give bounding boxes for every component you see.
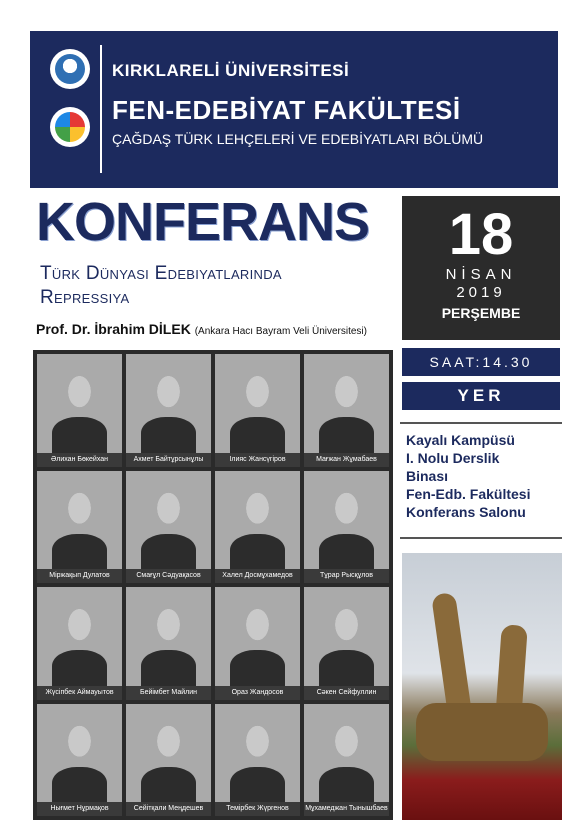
- portrait-card: [126, 587, 211, 700]
- date-weekday: PERŞEMBE: [441, 305, 521, 321]
- portrait-name: Сәкен Сейфуллин: [316, 688, 377, 696]
- portrait-photo: [304, 471, 389, 570]
- portrait-name: Нығмет Нұрмақов: [50, 805, 109, 812]
- header-banner: [30, 31, 558, 188]
- event-title: KONFERANS: [36, 192, 370, 252]
- venue-line: I. Nolu Derslik: [406, 450, 500, 466]
- time-box: SAAT:14.30: [402, 348, 560, 376]
- portrait-card: [126, 704, 211, 817]
- portrait-card: [37, 354, 122, 467]
- portrait-name: Міржақып Дулатов: [49, 572, 110, 579]
- portrait-photo: [126, 471, 211, 570]
- portrait-name: Жүсіпбек Аймауытов: [45, 688, 114, 696]
- topic-line-1: Türk Dünyası Edebiyatlarında: [40, 263, 282, 284]
- venue-line: Kayalı Kampüsü: [406, 432, 515, 448]
- portrait-photo: [37, 471, 122, 570]
- university-name: KIRKLARELİ ÜNİVERSİTESİ: [112, 61, 350, 80]
- portrait-name: Темірбек Жүргенов: [226, 805, 289, 812]
- date-month: NİSAN: [445, 266, 517, 283]
- portrait-name: Бейімбет Майлин: [139, 688, 197, 696]
- venue: [406, 431, 562, 521]
- portrait-card: [304, 704, 389, 817]
- portrait-photo: [126, 587, 211, 686]
- university-logo-icon: [50, 49, 90, 89]
- portrait-name: Әлихан Бөкейхан: [51, 455, 108, 463]
- portrait-card: [215, 704, 300, 817]
- portrait-card: [304, 471, 389, 584]
- portrait-card: [126, 471, 211, 584]
- portrait-name: Мұхамеджан Тынышбаев: [305, 805, 388, 812]
- portrait-name: Тұрар Рысқұлов: [320, 572, 373, 579]
- divider-top: [400, 422, 562, 424]
- portrait-photo: [37, 354, 122, 453]
- date-day: 18: [448, 202, 514, 267]
- portrait-photo: [126, 354, 211, 453]
- venue-line: Fen-Edb. Fakültesi: [406, 486, 531, 502]
- portrait-grid: [33, 350, 393, 820]
- portrait-name: Ахмет Байтұрсынұлы: [133, 455, 204, 463]
- portrait-name: Ілияс Жансүгіров: [229, 455, 286, 463]
- portrait-photo: [304, 704, 389, 803]
- monument-photo: [402, 553, 562, 820]
- portrait-card: [37, 704, 122, 817]
- portrait-photo: [215, 704, 300, 803]
- portrait-photo: [215, 354, 300, 453]
- event-topic: [40, 262, 282, 310]
- portrait-card: [215, 354, 300, 467]
- portrait-card: [215, 471, 300, 584]
- portrait-photo: [37, 587, 122, 686]
- portrait-photo: [304, 354, 389, 453]
- faculty-name: FEN-EDEBİYAT FAKÜLTESİ: [112, 95, 461, 125]
- portrait-photo: [215, 587, 300, 686]
- portrait-name: Ораз Жандосов: [231, 688, 284, 696]
- department-logo-icon: [50, 107, 90, 147]
- portrait-name: Сейітқали Меңдешев: [133, 805, 204, 812]
- venue-line: Binası: [406, 468, 449, 484]
- portrait-card: [126, 354, 211, 467]
- portrait-photo: [215, 471, 300, 570]
- header-divider: [100, 45, 102, 173]
- date-box: [402, 196, 560, 340]
- portrait-card: [304, 354, 389, 467]
- speaker: [36, 321, 367, 337]
- topic-line-2: Repressiya: [40, 287, 130, 308]
- venue-line: Konferans Salonu: [406, 504, 526, 520]
- portrait-name: Смағұл Сәдуақасов: [136, 572, 201, 579]
- portrait-name: Халел Досмұхамедов: [222, 572, 293, 579]
- portrait-card: [37, 471, 122, 584]
- speaker-name: Prof. Dr. İbrahim DİLEK: [36, 321, 191, 337]
- portrait-photo: [126, 704, 211, 803]
- portrait-photo: [304, 587, 389, 686]
- date-year: 2019: [456, 284, 506, 301]
- statue-base: [416, 703, 548, 761]
- portrait-card: [215, 587, 300, 700]
- place-label: YER: [402, 382, 560, 410]
- portrait-card: [37, 587, 122, 700]
- portrait-card: [304, 587, 389, 700]
- portrait-photo: [37, 704, 122, 803]
- department-name: ÇAĞDAŞ TÜRK LEHÇELERİ VE EDEBİYATLARI BÖLÜMÜ: [112, 131, 484, 147]
- portrait-name: Мағжан Жұмабаев: [316, 455, 377, 463]
- speaker-affiliation: (Ankara Hacı Bayram Veli Üniversitesi): [194, 326, 367, 337]
- divider-bottom: [400, 537, 562, 539]
